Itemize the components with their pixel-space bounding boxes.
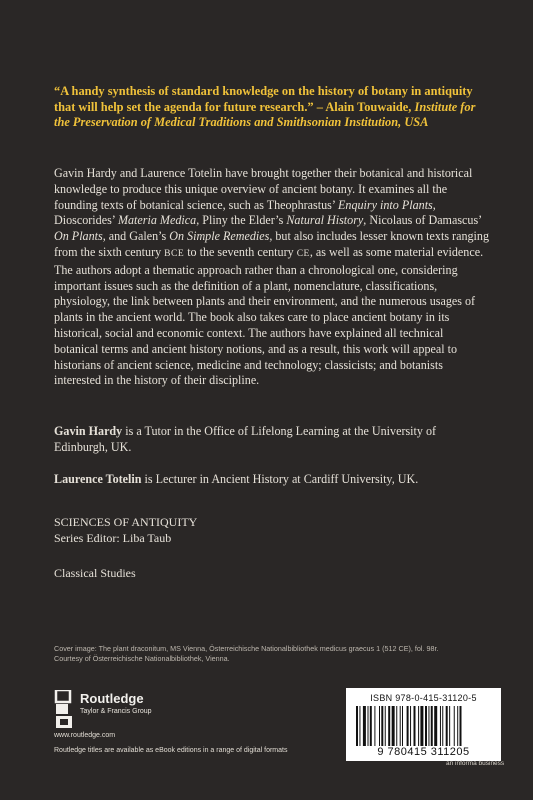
barcode-bar: [446, 706, 448, 746]
barcode-bars-icon: [354, 706, 493, 746]
barcode-bar: [374, 706, 375, 746]
publisher-url[interactable]: www.routledge.com: [54, 732, 116, 739]
desc-text: Gavin Hardy and Laurence Totelin have brought together their botanical and historical knowledge to produce this unique overview of ancient botany. It examines all the founding texts of botanical science, such as Theophrastus’: [54, 166, 473, 212]
barcode-bar: [457, 706, 458, 746]
barcode-bar: [420, 706, 423, 746]
barcode-bar: [356, 706, 358, 746]
desc-title: Enquiry into Plants: [338, 197, 433, 212]
isbn-label: ISBN 978-0-415-31120-5: [370, 693, 477, 703]
barcode-bar: [407, 706, 409, 746]
barcode-bar: [425, 706, 427, 746]
publisher-name: Routledge: [80, 691, 144, 706]
barcode-bar: [460, 706, 462, 746]
book-description: [54, 166, 490, 389]
desc-text: , but also includes lesser known texts ranging from the sixth century: [54, 229, 489, 259]
barcode-bar: [402, 706, 403, 746]
barcode-bar: [434, 706, 437, 746]
author-name: Laurence Totelin: [54, 472, 142, 486]
barcode-bar: [385, 706, 386, 746]
desc-text: , as well as some material evidence. The authors adopt a thematic approach rather than a chronological one, considering important issues such as the definition of a plant, nomenclature, classifications, physiology, the link between plants and their environment, and the numerous usages of plants in the ancient world. The book also takes care to place ancient botany in its historical, social and economic context. The authors have explained all technical botanical terms and ancient history notions, and as a result, this work will appeal to historians of ancient science, medicine and technology; classicists; and botanists interested in the history of their discipline.: [54, 244, 484, 388]
author-bio-text: is Lecturer in Ancient History at Cardiff University, UK.: [144, 472, 419, 486]
barcode-bar: [388, 706, 390, 746]
barcode-bar: [368, 706, 369, 746]
barcode-bar: [400, 706, 401, 746]
barcode-bar: [359, 706, 360, 746]
barcode-bar: [440, 706, 441, 746]
desc-text: , Pliny the Elder’s: [196, 213, 284, 228]
desc-title: On Simple Remedies: [169, 229, 270, 244]
barcode-bar: [449, 706, 450, 746]
barcode-bar: [428, 706, 429, 746]
quote-text: “A handy synthesis of standard knowledge on the history of botany in antiquity that will help set the agenda for future research.” – Alain Touwaide,: [54, 84, 473, 114]
ebook-note: Routledge titles are available as eBook editions in a range of digital formats: [54, 747, 288, 754]
barcode-bar: [418, 706, 419, 746]
desc-text: , Nicolaus of Damascus’: [363, 213, 482, 228]
barcode-bar: [454, 706, 455, 746]
cover-credit-line: Courtesy of Österreichische Nationalbibliothek, Vienna.: [54, 654, 230, 663]
desc-text: , Dioscorides’: [54, 197, 436, 228]
barcode-bar: [414, 706, 416, 746]
desc-title: Materia Medica: [117, 213, 197, 228]
barcode-bar: [442, 706, 443, 746]
review-quote: [54, 84, 490, 131]
cover-credit: [54, 644, 504, 664]
desc-title: On Plants: [54, 229, 103, 244]
desc-text: , and Galen’s: [102, 229, 167, 244]
barcode-bar: [363, 706, 366, 746]
series-name: SCIENCES OF ANTIQUITY: [54, 515, 198, 529]
barcode-bar: [410, 706, 411, 746]
quote-attribution: Institute for the Preservation of Medical Traditions and Smithsonian Institution, USA: [54, 99, 476, 130]
barcode-bar: [392, 706, 395, 746]
barcode-bar: [381, 706, 383, 746]
barcode-bar: [431, 706, 433, 746]
author-bio-2: [54, 472, 490, 488]
author-bio-1: [54, 424, 490, 456]
cover-credit-line: Cover image: The plant draconitum, MS Vienna, Österreichische Nationalbibliothek medicus graecus 1 (512 CE), fol. 98r.: [54, 644, 439, 653]
publisher-group: Taylor & Francis Group: [80, 708, 152, 715]
era-label: BCE: [164, 248, 185, 259]
series-editor: Series Editor: Liba Taub: [54, 530, 172, 545]
desc-title: Natural History: [286, 213, 364, 228]
desc-text: to the seventh century: [187, 244, 294, 259]
author-bio-text: is a Tutor in the Office of Lifelong Learning at the University of Edinburgh, UK.: [54, 424, 437, 454]
subject-category: Classical Studies: [54, 566, 136, 580]
barcode-bar: [379, 706, 380, 746]
author-name: Gavin Hardy: [54, 424, 123, 438]
isbn-barcode: [346, 688, 501, 761]
barcode-digits: 9 780415 311205: [377, 746, 470, 758]
barcode-bar: [370, 706, 372, 746]
series-info: [54, 515, 197, 546]
routledge-logo-icon: [54, 690, 74, 728]
era-label: CE: [296, 248, 310, 259]
barcode-bar: [396, 706, 397, 746]
informa-tag: an informa business: [446, 760, 505, 767]
